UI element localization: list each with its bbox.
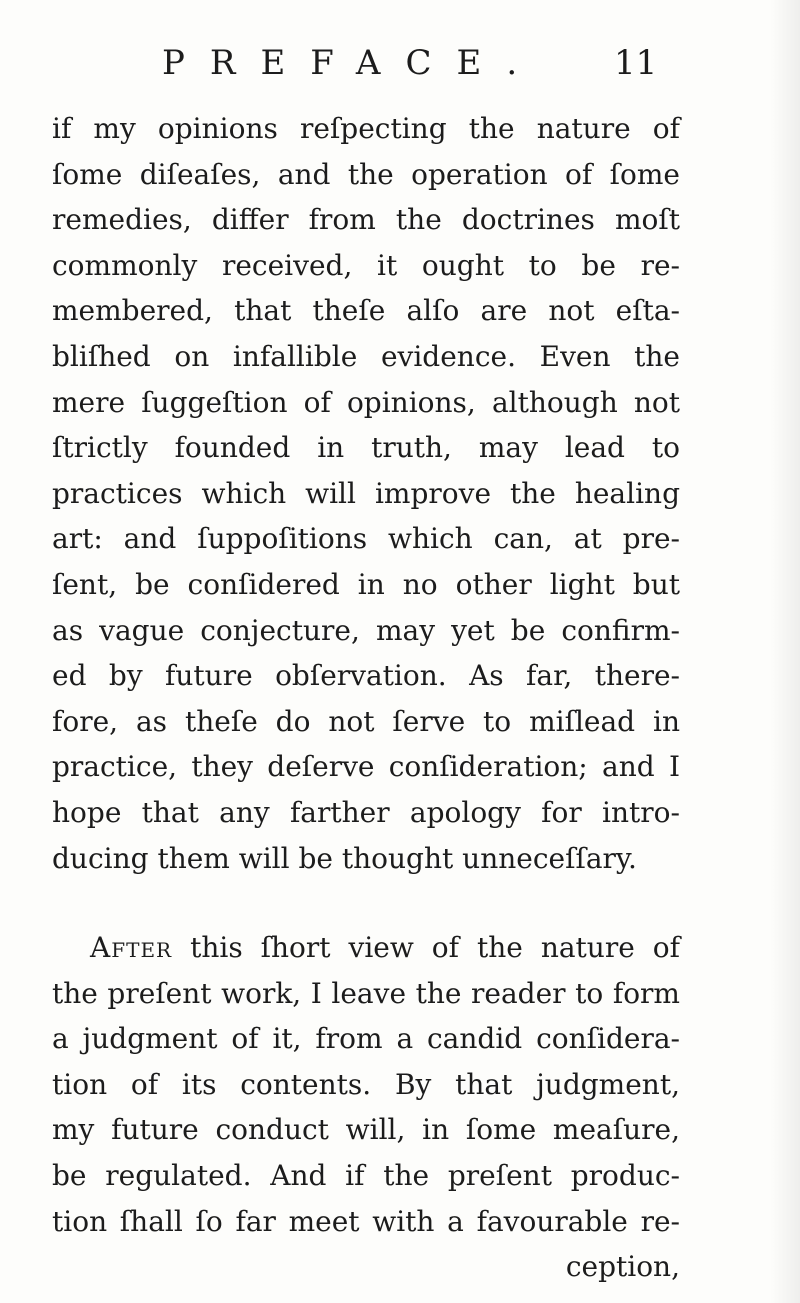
text-line: ed by future obſervation. As far, there- xyxy=(52,659,680,693)
text-line: bliſhed on infallible evidence. Even the xyxy=(52,339,680,373)
text-line: membered, that theſe alſo are not eſta- xyxy=(52,294,680,328)
text-line: a judgment of it, from a candid conſidera- xyxy=(52,1022,680,1056)
running-head xyxy=(0,38,800,88)
running-title: PREFACE. xyxy=(162,43,543,83)
page-number: 11 xyxy=(614,43,658,83)
body-text xyxy=(52,106,680,1290)
text-line: ſome diſeaſes, and the operation of ſome xyxy=(52,157,680,191)
text-line: fore, as theſe do not ſerve to miſlead in xyxy=(52,704,680,738)
text-line: tion ſhall ſo far meet with a favourable re- xyxy=(52,1204,680,1238)
text-line: if my opinions reſpecting the nature of xyxy=(52,112,680,145)
text-line: as vague conjecture, may yet be confirm- xyxy=(52,613,680,647)
paragraph-gap xyxy=(52,881,680,925)
text-line: art: and ſuppoſitions which can, at pre- xyxy=(52,522,680,556)
lead-word: After xyxy=(90,931,173,965)
paragraph-opening-line xyxy=(52,925,680,971)
text-line: commonly received, it ought to be re- xyxy=(52,248,680,282)
page-edge-shadow xyxy=(770,0,800,1303)
text-line: tion of its contents. By that judgment, xyxy=(52,1067,680,1101)
catchword: ception, xyxy=(565,1250,680,1284)
text-line: be regulated. And if the preſent produc- xyxy=(52,1159,680,1193)
text-line: remedies, differ from the doctrines moſt xyxy=(52,203,680,237)
text-line: my future conduct will, in ſome meaſure, xyxy=(52,1113,680,1147)
text-line: mere ſuggeſtion of opinions, although not xyxy=(52,385,680,419)
text-line: the preſent work, I leave the reader to form xyxy=(52,976,680,1010)
text-line: hope that any farther apology for intro- xyxy=(52,795,680,829)
text-line: ducing them will be thought unneceſſary. xyxy=(52,841,637,875)
text-line: practices which will improve the healing xyxy=(52,476,680,510)
text-line: ſent, be conſidered in no other light but xyxy=(52,567,680,601)
opening-line-rest: this ſhort view of the nature of xyxy=(172,931,680,965)
text-line: practice, they deſerve conſideration; and I xyxy=(52,750,680,784)
text-line: ſtrictly founded in truth, may lead to xyxy=(52,431,680,465)
